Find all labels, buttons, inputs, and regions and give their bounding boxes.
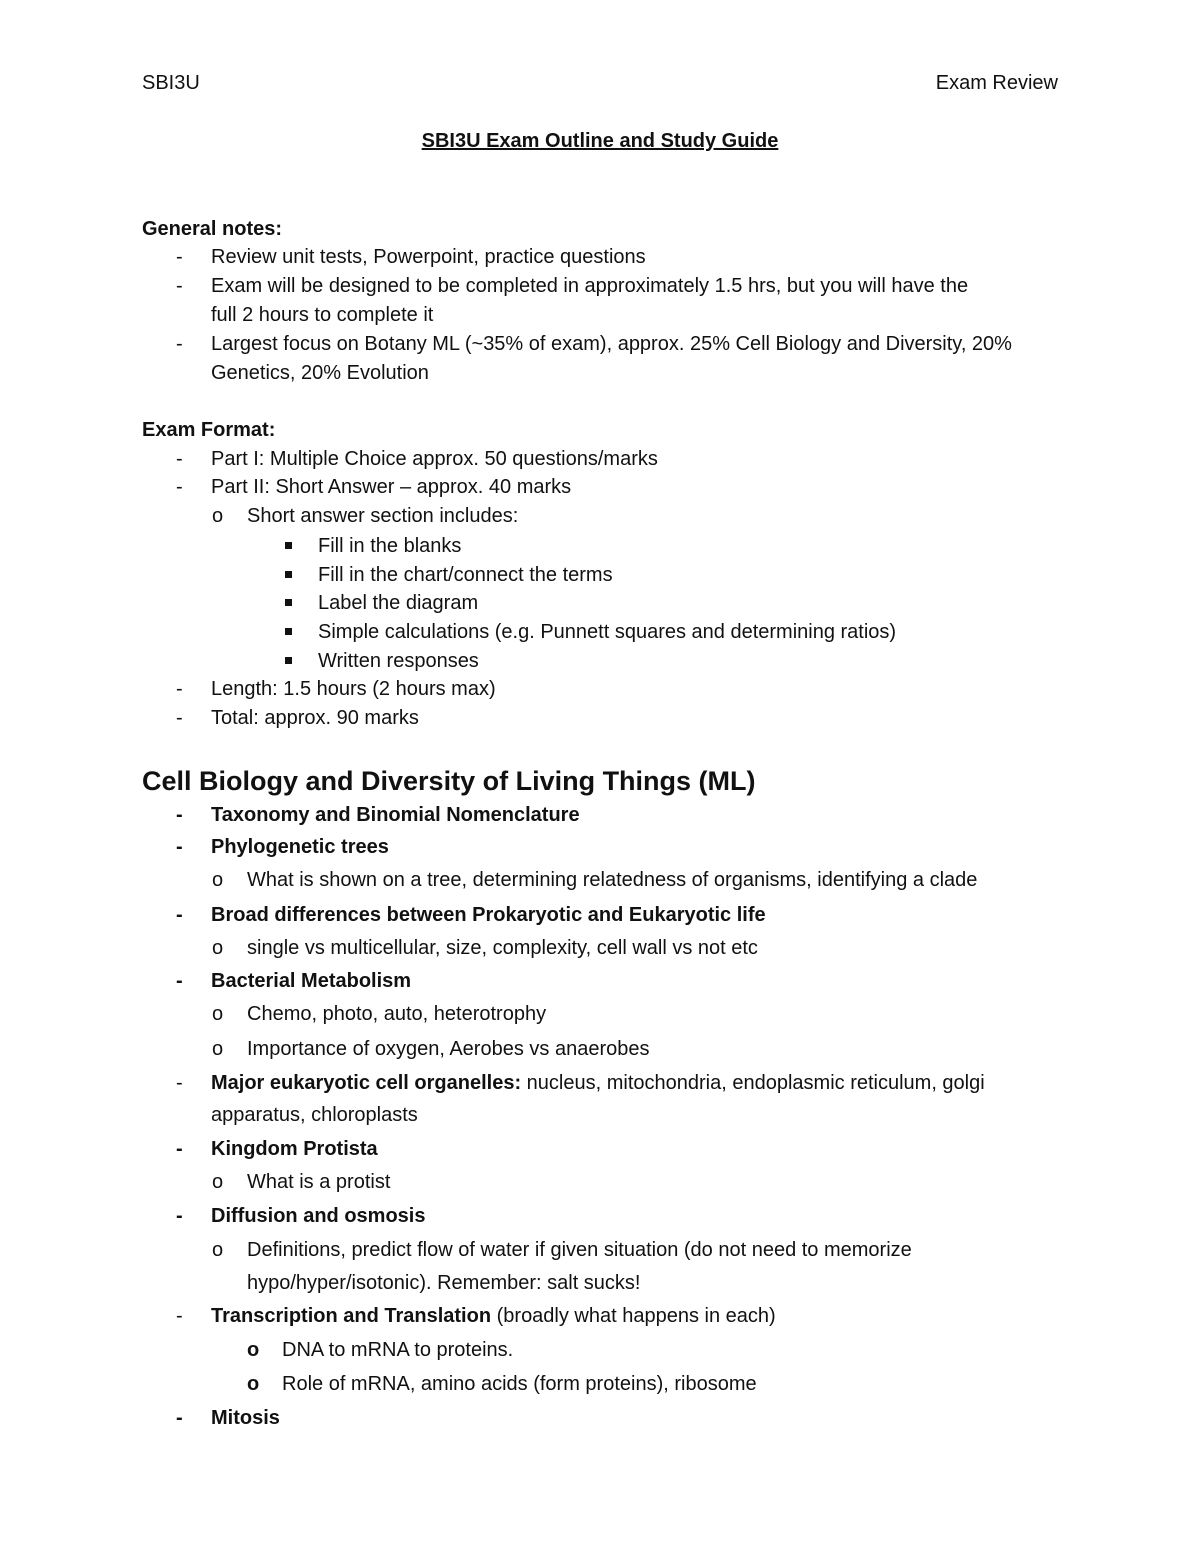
page-title: SBI3U Exam Outline and Study Guide bbox=[421, 130, 779, 152]
header-doc-type: Exam Review bbox=[935, 72, 1058, 94]
list-item-continuation: apparatus, chloroplasts bbox=[211, 1104, 418, 1126]
square-bullet-icon bbox=[285, 571, 292, 578]
square-bullet-icon bbox=[285, 628, 292, 635]
general-notes-heading: General notes: bbox=[142, 218, 283, 240]
square-bullet-icon bbox=[285, 542, 292, 549]
exam-format-heading: Exam Format: bbox=[142, 419, 276, 441]
list-item-continuation: Genetics, 20% Evolution bbox=[211, 362, 429, 384]
square-bullet-icon bbox=[285, 599, 292, 606]
list-item-continuation: full 2 hours to complete it bbox=[211, 304, 434, 326]
header-course-code: SBI3U bbox=[142, 72, 200, 94]
list-subitem-continuation: hypo/hyper/isotonic). Remember: salt sucks! bbox=[247, 1272, 641, 1294]
section-heading: Cell Biology and Diversity of Living Things (ML) bbox=[142, 766, 756, 796]
square-bullet-icon bbox=[285, 657, 292, 664]
